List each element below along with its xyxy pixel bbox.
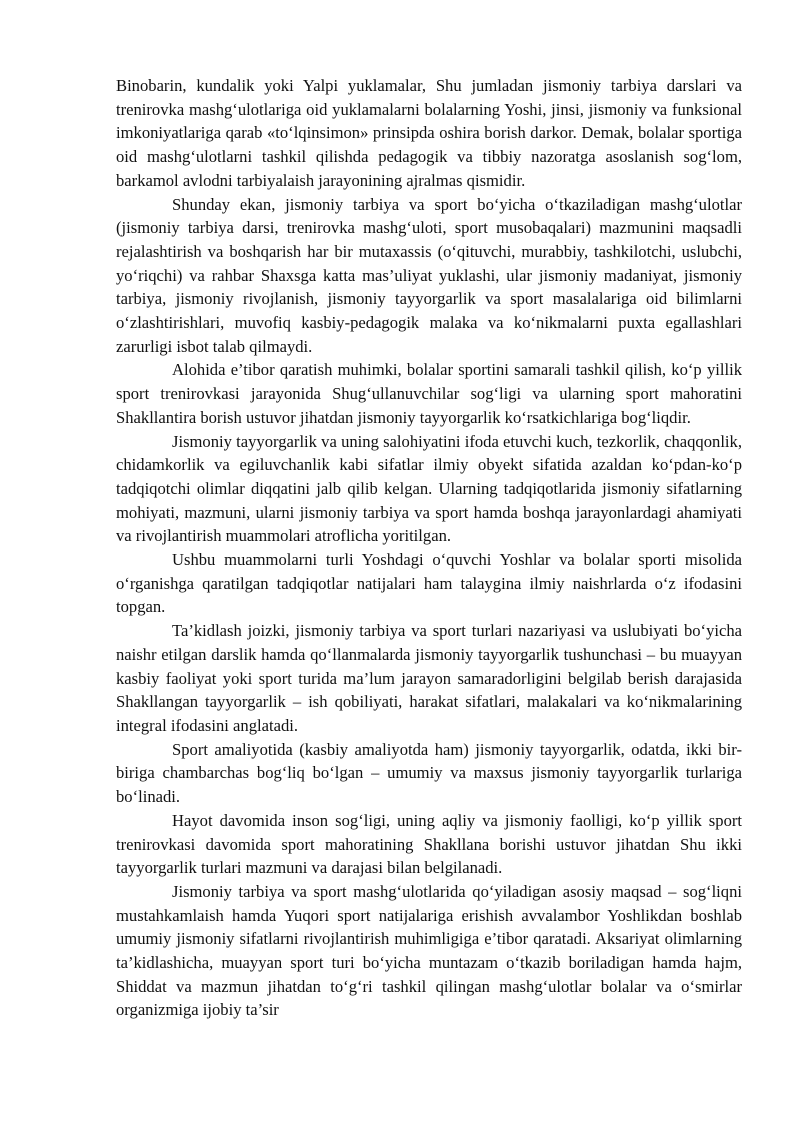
- paragraph-2: Shunday ekan, jismoniy tarbiya va sport bo‘yicha o‘tkaziladigan mashg‘ulotlar (jismoniy tarbiya darsi, trenirovka mashg‘uloti, sport musobaqalari) mazmunini maqsadli rejalashtirish va boshqarish har bir mutaxassis (o‘qituvchi, murabbiy, tashkilotchi, uslubchi, yo‘riqchi) va rahbar Shaxsga katta mas’uliyat yuklashi, ular jismoniy madaniyat, jismoniy tarbiya, jismoniy rivojlanish, jismoniy tayyorgarlik va sport masalalariga oid bilimlarni o‘zlashtirishlari, muvofiq kasbiy-pedagogik malaka va ko‘nikmalarni puxta egallashlari zarurligi isbot talab qilmaydi.: [116, 194, 742, 356]
- paragraph-5: Ushbu muammolarni turli Yoshdagi o‘quvchi Yoshlar va bolalar sporti misolida o‘rganishga qaratilgan tadqiqotlar natijalari ham talaygina ilmiy naishrlarda o‘z ifodasini topgan.: [116, 550, 742, 617]
- paragraph-4: Jismoniy tayyorgarlik va uning salohiyatini ifoda etuvchi kuch, tezkorlik, chaqqonlik, chidamkorlik va egiluvchanlik kabi sifatlar ilmiy obyekt sifatida azaldan ko‘pdan-ko‘p tadqiqotchi olimlar diqqatini jalb qilib kelgan. Ularning tadqiqotlarida jismoniy sifatlarning mohiyati, mazmuni, ularni jismoniy tarbiya va sport hamda boshqa jarayonlardagi ahamiyati va rivojlantirish muammolari atroflicha yoritilgan.: [116, 431, 742, 546]
- paragraph-1: Binobarin, kundalik yoki Yalpi yuklamalar, Shu jumladan jismoniy tarbiya darslari va trenirovka mashg‘ulotlariga oid yuklamalarni bolalarning Yoshi, jinsi, jismoniy va funksional imkoniyatlariga qarab «to‘lqinsimon» prinsipda oshira borish darkor. Demak, bolalar sportiga oid mashg‘ulotlarni tashkil qilishda pedagogik va tibbiy nazoratga asoslanish sog‘lom, barkamol avlodni tarbiyalaish jarayonining ajralmas qismidir.: [116, 76, 742, 190]
- paragraph-8: Hayot davomida inson sog‘ligi, uning aqliy va jismoniy faolligi, ko‘p yillik sport trenirovkasi davomida sport mahoratining Shakllana borishi ustuvor jihatdan Shu ikki tayyorgarlik turlari mazmuni va darajasi bilan belgilanadi.: [116, 810, 742, 878]
- paragraph-7: Sport amaliyotida (kasbiy amaliyotda ham) jismoniy tayyorgarlik, odatda, ikki bir-biriga chambarchas bog‘liq bo‘lgan – umumiy va maxsus jismoniy tayyorgarlik turlariga bo‘linadi.: [116, 739, 742, 807]
- paragraph-9: Jismoniy tarbiya va sport mashg‘ulotlarida qo‘yiladigan asosiy maqsad – sog‘liqni mustahkamlaish hamda Yuqori sport natijalariga erishish avvalambor Yoshlikdan boshlab umumiy jismoniy sifatlarni rivojlantirish muhimligiga e’tibor qaratadi. Aksariyat olimlarning ta’kidlashicha, muayyan sport turi bo‘yicha muntazam o‘tkazib boriladigan hamda hajm, Shiddat va mazmun jihatdan to‘g‘ri tashkil qilingan mashg‘ulotlar bolalar va o‘smirlar organizmiga ijobiy ta’sir: [116, 881, 742, 1020]
- document-page: [116, 74, 742, 1022]
- paragraph-6: Ta’kidlash joizki, jismoniy tarbiya va sport turlari nazariyasi va uslubiyati bo‘yicha naishr etilgan darslik hamda qo‘llanmalarda jismoniy tayyorgarlik tushunchasi – bu muayyan kasbiy faoliyat yoki sport turida ma’lum jarayon samaradorligini belgilab berish darajasida Shakllangan tayyorgarlik – ish qobiliyati, harakat sifatlari, malakalari va ko‘nikmalarining integral ifodasini anglatadi.: [116, 621, 742, 735]
- paragraph-3: Alohida e’tibor qaratish muhimki, bolalar sportini samarali tashkil qilish, ko‘p yillik sport trenirovkasi jarayonida Shug‘ullanuvchilar sog‘ligi va ularning sport mahoratini Shakllantira borish ustuvor jihatdan jismoniy tayyorgarlik ko‘rsatkichlariga bog‘liqdir.: [116, 360, 742, 427]
